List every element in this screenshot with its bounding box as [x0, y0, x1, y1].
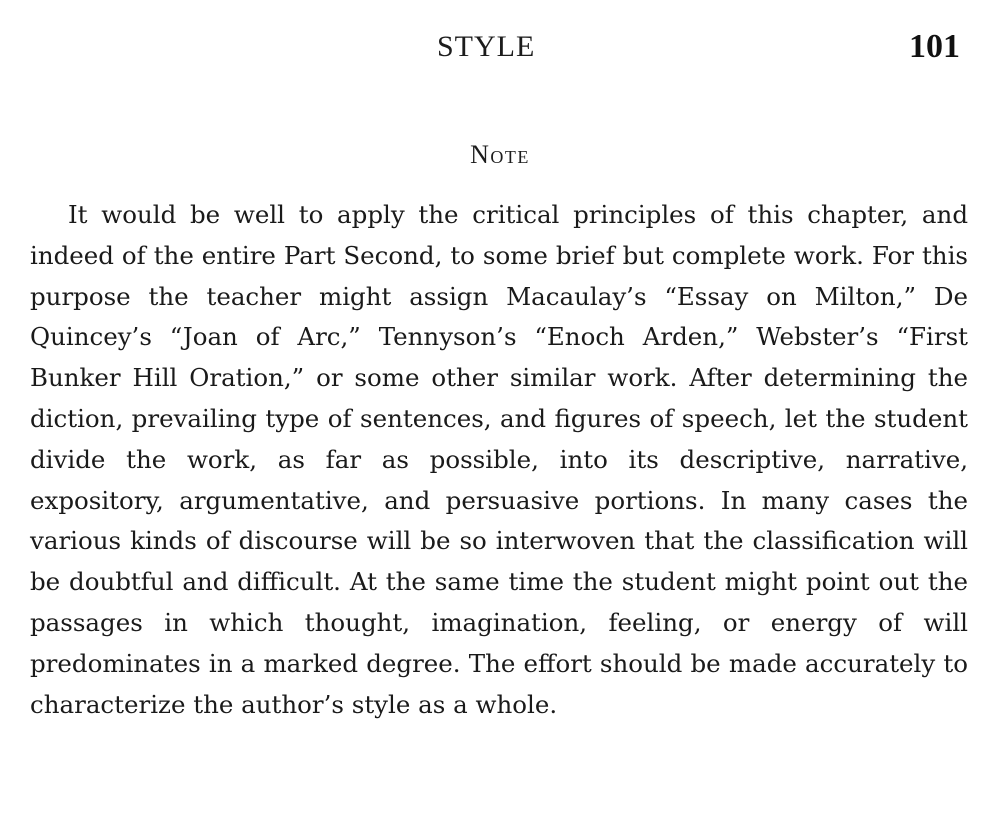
running-title: STYLE [437, 30, 536, 63]
running-head [0, 30, 1000, 70]
page-number: 101 [909, 28, 960, 65]
note-paragraph: It would be well to apply the critical principles of this chapter, and indeed of the entire Part Second, to some brief but complete work. For this purpose the teacher might assign Macaulay’s “Essay on Milton,” De Quincey’s “Joan of Arc,” Tennyson’s “Enoch Arden,” Webster’s “First Bunker Hill Oration,” or some other similar work. After determining the diction, prevailing type of sentences, and figures of speech, let the student divide the work, as far as possible, into its descriptive, narrative, expository, argumentative, and persuasive portions. In many cases the various kinds of discourse will be so interwoven that the classification will be doubtful and difficult. At the same time the student might point out the passages in which thought, imagination, feeling, or energy of will predominates in a marked degree. The effort should be made accurately to characterize the author’s style as a whole. [30, 200, 968, 719]
note-heading: Note [470, 140, 530, 169]
